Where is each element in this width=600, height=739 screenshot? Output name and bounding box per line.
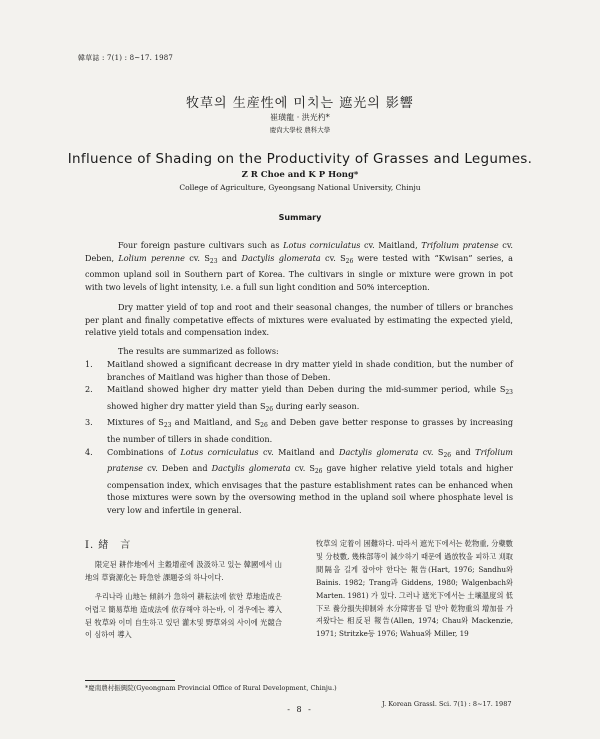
summary-heading: Summary bbox=[278, 213, 322, 222]
body-left-column bbox=[85, 540, 282, 648]
korean-title: 牧草의 生産性에 미치는 遮光의 影響 bbox=[186, 96, 414, 111]
english-affiliation: College of Agriculture, Gyeongsang National University, Chinju bbox=[179, 183, 421, 192]
list-item: 4. Combinations of Lotus corniculatus cv. Maitland and Dactylis glomerata cv. $S_{26}$ and Trifolium pratense cv. Deben and Dactylis glomerata cv. $S_{26}$ gave higher relative yield totals and higher compensation index, which envisages that the pasture establishment rates can be enhanced when those mixtures were sown by the oversowing method in the upland soil where phosphate level is very low and infertile in general. bbox=[85, 446, 513, 515]
list-item: 2. Maitland showed higher dry matter yield than Deben during the mid-summer period, while $S_{23}$ showed higher dry matter yield than $S_{26}$ during early season. bbox=[85, 384, 513, 413]
list-item: 1. Maitland showed a significant decrease in dry matter yield in shade condition, but the number of branches of Maitland was higher than those of Deben. bbox=[85, 359, 513, 382]
journal-reference-footer: J. Korean Grassl. Sci. 7(1) : 8~17. 1987 bbox=[382, 700, 512, 708]
english-authors: Z R Choe and K P Hong* bbox=[241, 170, 359, 180]
korean-affiliation: 慶尙大學校 農科大學 bbox=[269, 126, 331, 134]
page-number: - 8 - bbox=[287, 705, 313, 714]
section-heading-introduction: I. 緖 言 bbox=[85, 540, 132, 551]
summary-paragraph-1: Four foreign pasture cultivars such as Lotus corniculatus cv. Maitland, Trifolium pratense cv. Deben, Lolium perenne cv. $S_{23}$ and Dactylis glomerata cv. $S_{26}$ were tested with “Kwisan” series, a common upland soil in Southern part of Korea. The cultivars in single or mixture were grown in pot with two levels of light intensity, i.e. a full sun light condition and 50% interception. bbox=[85, 240, 514, 292]
body-paragraph: 限定된 耕作地에서 主穀增産에 汲汲하고 있는 韓國에서 山地의 草資源化는 時急한 課題중의 하나이다. bbox=[85, 559, 282, 582]
english-title: Influence of Shading on the Productivity of Grasses and Legumes. bbox=[67, 151, 533, 167]
korean-authors: 崔璜龍 · 洪光杓* bbox=[270, 113, 330, 122]
summary-paragraph-3: The results are summarized as follows: bbox=[118, 346, 279, 356]
body-paragraph: 우리나라 山地는 傾斜가 急하여 耕耘法에 依한 草地造成은 어렵고 簡易草地 造成法에 依存해야 하는바, 이 경우에는 導入된 牧草와 이미 自生하고 있던 灌木및 野草와의 사이에 光競合이 심하여 導入 bbox=[85, 591, 282, 640]
body-paragraph: 牧草의 定着이 困難하다. 따라서 遮光下에서는 乾物重, 分蘗數및 分枝數, 幾株部等이 減少하기 때문에 過放牧을 피하고 刈取間隔을 길게 잡아야 한다는 報告(Hart, 1976; Sandhu와 Bainis. 1982; Trang과 Giddens, 1980; Walgenbach와 Marten. 1981) 가 있다. 그러나 遮光下에서는 土壤溫度의 低下로 養分損失抑制와 水分障害를 덜 받아 乾物重의 增加를 가져왔다는 相反된 報告(Allen, 1974; Chau와 Mackenzie, 1971; Stritzke등 1976; Wahua와 Miller, 19 bbox=[316, 539, 513, 639]
list-item: 3. Mixtures of $S_{23}$ and Maitland, and $S_{26}$ and Deben gave better response to grasses by increasing the number of tillers in shade condition. bbox=[85, 417, 514, 444]
footnote-rule bbox=[85, 680, 175, 681]
journal-reference-header: 韓草誌 : 7(1) : 8~17. 1987 bbox=[78, 54, 174, 62]
footnote: *慶南農村振興院(Gyeongnam Provincial Office of Rural Development, Chinju.) bbox=[85, 684, 337, 692]
body-right-column bbox=[316, 538, 513, 641]
summary-paragraph-2: Dry matter yield of top and root and their seasonal changes, the number of tillers or branches per plant and finally competative effects of mixtures were evaluated by estimating the expected yield, relative yield totals and compensation index. bbox=[85, 302, 513, 338]
results-list bbox=[85, 358, 513, 517]
